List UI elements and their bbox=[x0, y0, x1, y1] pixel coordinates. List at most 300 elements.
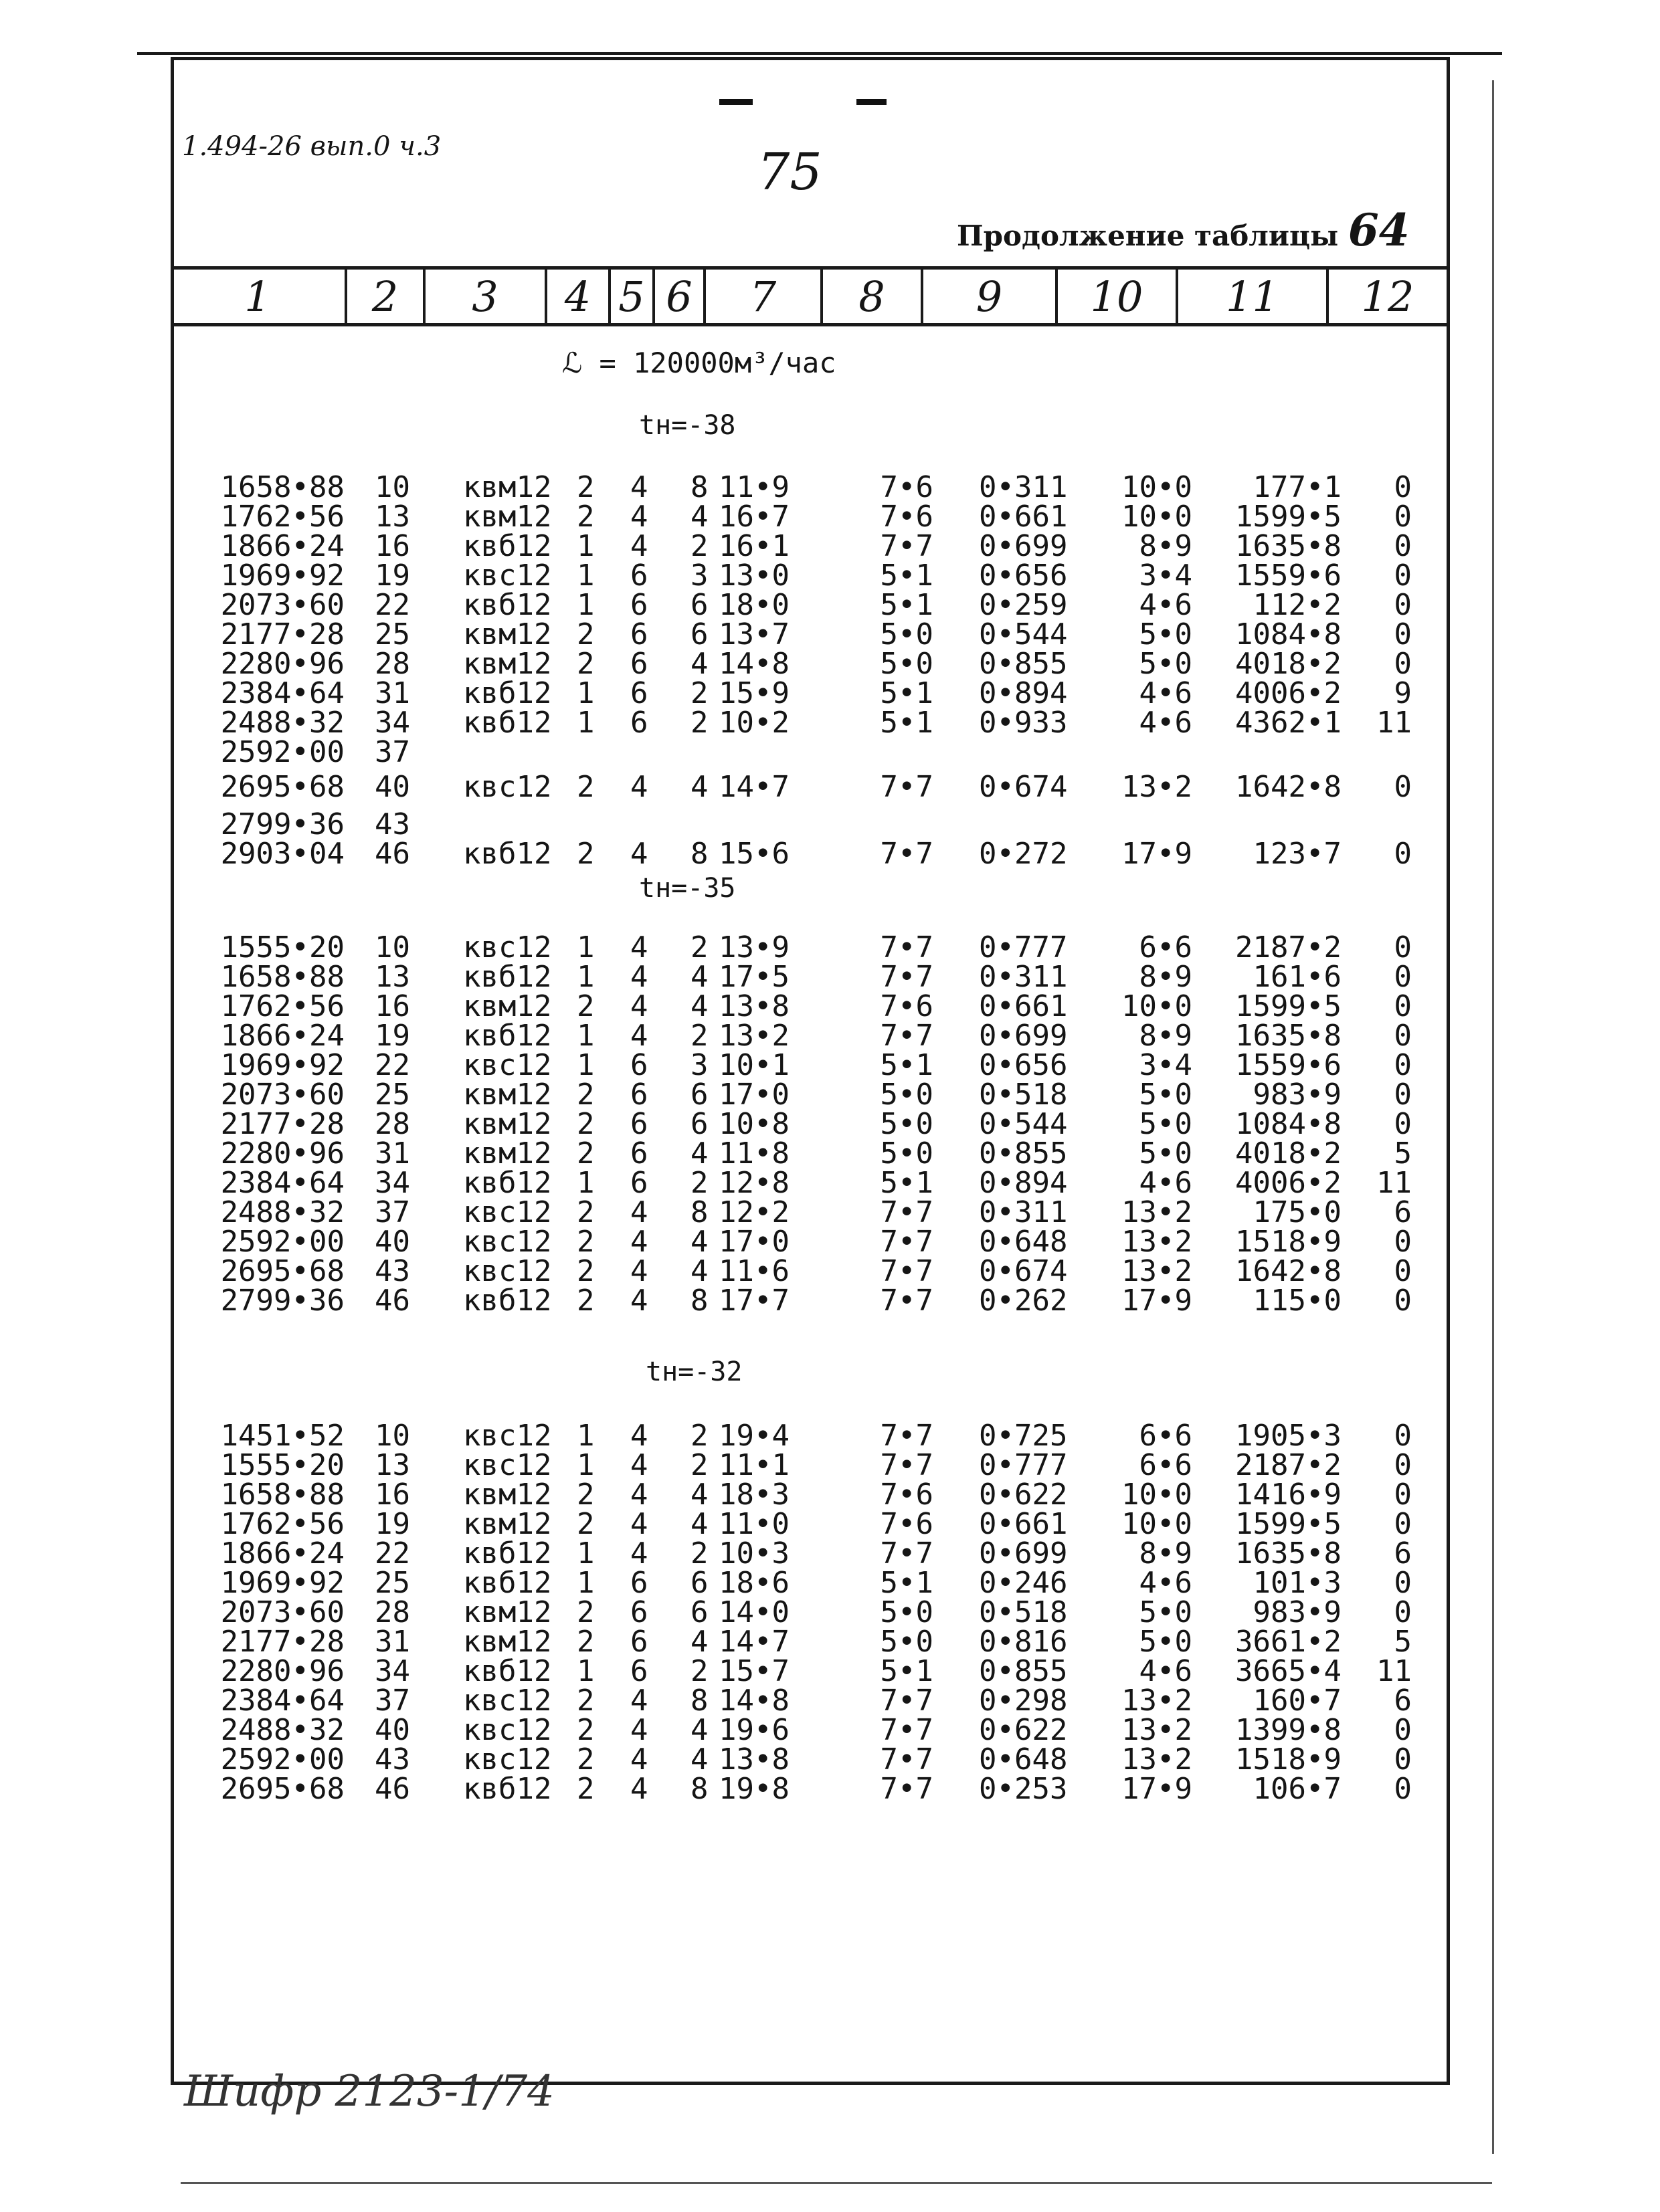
col7-cell: 13•9 bbox=[719, 930, 790, 965]
col10-cell: 5•0 bbox=[1139, 1107, 1192, 1141]
col6-cell: 6 bbox=[690, 1078, 709, 1112]
col7-cell: 13•7 bbox=[719, 617, 790, 651]
number-cell: 31 bbox=[375, 1625, 410, 1659]
col8-cell: 5•0 bbox=[880, 617, 933, 651]
col8-cell: 7•7 bbox=[880, 1284, 933, 1318]
column-header: 5 bbox=[608, 270, 652, 323]
col6-cell: 4 bbox=[690, 1136, 709, 1171]
col7-cell: 18•0 bbox=[719, 588, 790, 622]
table-row bbox=[0, 1227, 1660, 1257]
flow-cell: 2384•64 bbox=[220, 1684, 345, 1718]
col8-cell: 5•0 bbox=[880, 1107, 933, 1141]
col6-cell: 2 bbox=[690, 1654, 709, 1688]
col10-cell: 10•0 bbox=[1121, 1507, 1192, 1541]
count-cell: 2 bbox=[577, 1195, 595, 1229]
type-cell: квм12 bbox=[463, 1078, 552, 1112]
number-cell: 46 bbox=[375, 837, 410, 871]
count-cell: 1 bbox=[577, 960, 595, 994]
count-cell: 1 bbox=[577, 1566, 595, 1600]
col8-cell: 7•7 bbox=[880, 1536, 933, 1571]
count-cell: 1 bbox=[577, 559, 595, 593]
count-cell: 2 bbox=[577, 1136, 595, 1171]
number-cell: 19 bbox=[375, 1019, 410, 1053]
col8-cell: 7•7 bbox=[880, 1448, 933, 1482]
count-cell: 2 bbox=[577, 770, 595, 804]
table-row bbox=[0, 1713, 1660, 1747]
col12-cell: 0 bbox=[1394, 960, 1412, 994]
col7-cell: 13•8 bbox=[719, 1742, 790, 1777]
col5-cell: 6 bbox=[630, 676, 648, 710]
col11-cell: 106•7 bbox=[1253, 1772, 1342, 1806]
col6-cell: 6 bbox=[690, 1595, 709, 1629]
col11-cell: 4006•2 bbox=[1235, 1166, 1342, 1200]
flow-cell: 1866•24 bbox=[220, 1536, 345, 1571]
col6-cell: 2 bbox=[690, 930, 709, 965]
col9-cell: 0•777 bbox=[979, 1448, 1068, 1482]
table-row bbox=[0, 1772, 1660, 1806]
col5-cell: 6 bbox=[630, 1078, 648, 1112]
col10-cell: 13•2 bbox=[1121, 1684, 1192, 1718]
col7-cell: 16•7 bbox=[719, 500, 790, 534]
type-cell: квм12 bbox=[463, 1107, 552, 1141]
col5-cell: 4 bbox=[630, 930, 648, 965]
col10-cell: 4•6 bbox=[1139, 676, 1192, 710]
col9-cell: 0•262 bbox=[979, 1284, 1068, 1318]
col7-cell: 10•3 bbox=[719, 1536, 790, 1571]
col8-cell: 7•7 bbox=[880, 1225, 933, 1259]
col10-cell: 4•6 bbox=[1139, 1566, 1192, 1600]
number-cell: 13 bbox=[375, 960, 410, 994]
col12-cell: 6 bbox=[1394, 1684, 1412, 1718]
col12-cell: 0 bbox=[1394, 1225, 1412, 1259]
type-cell: квм12 bbox=[463, 1595, 552, 1629]
type-cell: квб12 bbox=[463, 1566, 552, 1600]
col8-cell: 7•7 bbox=[880, 529, 933, 563]
col5-cell: 4 bbox=[630, 1448, 648, 1482]
col10-cell: 8•9 bbox=[1139, 1019, 1192, 1053]
flow-cell: 1658•88 bbox=[220, 960, 345, 994]
col8-cell: 5•1 bbox=[880, 1166, 933, 1200]
col11-cell: 177•1 bbox=[1253, 470, 1342, 504]
flow-cell: 2799•36 bbox=[220, 807, 345, 841]
flow-cell: 2488•32 bbox=[220, 1713, 345, 1747]
type-cell: квм12 bbox=[463, 1136, 552, 1171]
col8-cell: 7•7 bbox=[880, 1254, 933, 1288]
count-cell: 2 bbox=[577, 1284, 595, 1318]
col12-cell: 0 bbox=[1394, 1713, 1412, 1747]
flow-cell: 1866•24 bbox=[220, 529, 345, 563]
col10-cell: 8•9 bbox=[1139, 960, 1192, 994]
col11-cell: 1416•9 bbox=[1235, 1478, 1342, 1512]
number-cell: 28 bbox=[375, 1595, 410, 1629]
col11-cell: 160•7 bbox=[1253, 1684, 1342, 1718]
col12-cell: 0 bbox=[1394, 837, 1412, 871]
col7-cell: 15•9 bbox=[719, 676, 790, 710]
col8-cell: 5•0 bbox=[880, 1136, 933, 1171]
col7-cell: 18•6 bbox=[719, 1566, 790, 1600]
col12-cell: 0 bbox=[1394, 588, 1412, 622]
col7-cell: 17•5 bbox=[719, 960, 790, 994]
col9-cell: 0•855 bbox=[979, 647, 1068, 681]
col8-cell: 7•6 bbox=[880, 1478, 933, 1512]
count-cell: 1 bbox=[577, 1654, 595, 1688]
col7-cell: 11•1 bbox=[719, 1448, 790, 1482]
table-row bbox=[0, 588, 1660, 622]
col6-cell: 4 bbox=[690, 1478, 709, 1512]
flow-cell: 1762•56 bbox=[220, 1507, 345, 1541]
col6-cell: 2 bbox=[690, 1448, 709, 1482]
type-cell: квб12 bbox=[463, 1166, 552, 1200]
col9-cell: 0•622 bbox=[979, 1478, 1068, 1512]
col11-cell: 1518•9 bbox=[1235, 1225, 1342, 1259]
number-cell: 22 bbox=[375, 588, 410, 622]
col6-cell: 2 bbox=[690, 1536, 709, 1571]
col9-cell: 0•518 bbox=[979, 1595, 1068, 1629]
table-row bbox=[0, 807, 1660, 841]
table-row bbox=[0, 649, 1660, 679]
scan-edge-line bbox=[181, 2182, 1492, 2184]
col9-cell: 0•661 bbox=[979, 1507, 1068, 1541]
count-cell: 1 bbox=[577, 1419, 595, 1453]
number-cell: 19 bbox=[375, 559, 410, 593]
table-row bbox=[0, 1536, 1660, 1571]
page-number: 75 bbox=[757, 142, 822, 201]
count-cell: 2 bbox=[577, 1107, 595, 1141]
col11-cell: 1599•5 bbox=[1235, 1507, 1342, 1541]
col6-cell: 2 bbox=[690, 1019, 709, 1053]
col5-cell: 6 bbox=[630, 588, 648, 622]
count-cell: 2 bbox=[577, 1713, 595, 1747]
header-dash bbox=[719, 99, 753, 105]
col12-cell: 0 bbox=[1394, 500, 1412, 534]
col5-cell: 6 bbox=[630, 1654, 648, 1688]
number-cell: 19 bbox=[375, 1507, 410, 1541]
col9-cell: 0•894 bbox=[979, 1166, 1068, 1200]
flow-cell: 2488•32 bbox=[220, 1195, 345, 1229]
col12-cell: 0 bbox=[1394, 1254, 1412, 1288]
col11-cell: 1084•8 bbox=[1235, 1107, 1342, 1141]
col5-cell: 4 bbox=[630, 1772, 648, 1806]
col8-cell: 5•0 bbox=[880, 1625, 933, 1659]
type-cell: квм12 bbox=[463, 1478, 552, 1512]
table-row bbox=[0, 770, 1660, 804]
col6-cell: 4 bbox=[690, 1625, 709, 1659]
col8-cell: 5•1 bbox=[880, 1566, 933, 1600]
col12-cell: 0 bbox=[1394, 1419, 1412, 1453]
table-row bbox=[0, 1080, 1660, 1110]
col10-cell: 10•0 bbox=[1121, 989, 1192, 1023]
col9-cell: 0•544 bbox=[979, 617, 1068, 651]
col9-cell: 0•311 bbox=[979, 470, 1068, 504]
column-header: 12 bbox=[1326, 270, 1447, 323]
col8-cell: 5•0 bbox=[880, 1595, 933, 1629]
col11-cell: 112•2 bbox=[1253, 588, 1342, 622]
col5-cell: 6 bbox=[630, 1048, 648, 1082]
col11-cell: 3661•2 bbox=[1235, 1625, 1342, 1659]
col7-cell: 16•1 bbox=[719, 529, 790, 563]
col7-cell: 10•1 bbox=[719, 1048, 790, 1082]
col8-cell: 7•7 bbox=[880, 1713, 933, 1747]
table-row bbox=[0, 735, 1660, 769]
col10-cell: 13•2 bbox=[1121, 1742, 1192, 1777]
count-cell: 1 bbox=[577, 529, 595, 563]
type-cell: квс12 bbox=[463, 559, 552, 593]
col6-cell: 4 bbox=[690, 1225, 709, 1259]
col6-cell: 8 bbox=[690, 1284, 709, 1318]
col7-cell: 14•7 bbox=[719, 1625, 790, 1659]
col7-cell: 11•0 bbox=[719, 1507, 790, 1541]
type-cell: квб12 bbox=[463, 1772, 552, 1806]
col10-cell: 4•6 bbox=[1139, 1654, 1192, 1688]
table-row bbox=[0, 960, 1660, 994]
col5-cell: 4 bbox=[630, 1284, 648, 1318]
table-row bbox=[0, 1654, 1660, 1688]
col6-cell: 4 bbox=[690, 989, 709, 1023]
number-cell: 10 bbox=[375, 930, 410, 965]
column-header: 8 bbox=[820, 270, 921, 323]
col11-cell: 1084•8 bbox=[1235, 617, 1342, 651]
count-cell: 2 bbox=[577, 1742, 595, 1777]
col8-cell: 5•1 bbox=[880, 588, 933, 622]
col10-cell: 6•6 bbox=[1139, 930, 1192, 965]
col11-cell: 161•6 bbox=[1253, 960, 1342, 994]
col9-cell: 0•648 bbox=[979, 1225, 1068, 1259]
col6-cell: 6 bbox=[690, 617, 709, 651]
col7-cell: 14•0 bbox=[719, 1595, 790, 1629]
type-cell: квм12 bbox=[463, 1507, 552, 1541]
type-cell: квс12 bbox=[463, 1419, 552, 1453]
type-cell: квс12 bbox=[463, 1048, 552, 1082]
flow-rate-label: ℒ = 120000м³/час bbox=[562, 346, 836, 379]
flow-cell: 1969•92 bbox=[220, 1048, 345, 1082]
table-row bbox=[0, 1107, 1660, 1141]
col10-cell: 13•2 bbox=[1121, 1195, 1192, 1229]
table-number: 64 bbox=[1348, 204, 1410, 256]
flow-cell: 2280•96 bbox=[220, 1654, 345, 1688]
col8-cell: 7•6 bbox=[880, 500, 933, 534]
col11-cell: 4018•2 bbox=[1235, 647, 1342, 681]
col9-cell: 0•656 bbox=[979, 1048, 1068, 1082]
col11-cell: 1559•6 bbox=[1235, 559, 1342, 593]
col7-cell: 15•6 bbox=[719, 837, 790, 871]
type-cell: квб12 bbox=[463, 1536, 552, 1571]
col12-cell: 11 bbox=[1376, 1654, 1412, 1688]
type-cell: квб12 bbox=[463, 1284, 552, 1318]
col6-cell: 2 bbox=[690, 676, 709, 710]
col6-cell: 4 bbox=[690, 500, 709, 534]
number-cell: 40 bbox=[375, 1713, 410, 1747]
type-cell: квб12 bbox=[463, 837, 552, 871]
number-cell: 22 bbox=[375, 1048, 410, 1082]
count-cell: 1 bbox=[577, 588, 595, 622]
col5-cell: 4 bbox=[630, 529, 648, 563]
table-row bbox=[0, 470, 1660, 504]
flow-cell: 1762•56 bbox=[220, 989, 345, 1023]
col9-cell: 0•272 bbox=[979, 837, 1068, 871]
type-cell: квб12 bbox=[463, 588, 552, 622]
col11-cell: 1635•8 bbox=[1235, 529, 1342, 563]
col7-cell: 19•6 bbox=[719, 1713, 790, 1747]
flow-cell: 2073•60 bbox=[220, 1595, 345, 1629]
table-row bbox=[0, 1254, 1660, 1288]
col8-cell: 7•7 bbox=[880, 960, 933, 994]
flow-cell: 1451•52 bbox=[220, 1419, 345, 1453]
col11-cell: 115•0 bbox=[1253, 1284, 1342, 1318]
col8-cell: 7•7 bbox=[880, 1742, 933, 1777]
col11-cell: 123•7 bbox=[1253, 837, 1342, 871]
count-cell: 2 bbox=[577, 470, 595, 504]
type-cell: квм12 bbox=[463, 1625, 552, 1659]
number-cell: 43 bbox=[375, 1254, 410, 1288]
table-row bbox=[0, 1742, 1660, 1777]
col7-cell: 13•8 bbox=[719, 989, 790, 1023]
col5-cell: 4 bbox=[630, 1225, 648, 1259]
flow-cell: 2280•96 bbox=[220, 647, 345, 681]
col10-cell: 13•2 bbox=[1121, 1713, 1192, 1747]
col5-cell: 4 bbox=[630, 500, 648, 534]
col7-cell: 10•2 bbox=[719, 706, 790, 740]
col5-cell: 4 bbox=[630, 1419, 648, 1453]
number-cell: 13 bbox=[375, 1448, 410, 1482]
col7-cell: 11•6 bbox=[719, 1254, 790, 1288]
count-cell: 2 bbox=[577, 617, 595, 651]
col5-cell: 6 bbox=[630, 1625, 648, 1659]
count-cell: 2 bbox=[577, 1078, 595, 1112]
col10-cell: 4•6 bbox=[1139, 1166, 1192, 1200]
col11-cell: 1599•5 bbox=[1235, 989, 1342, 1023]
flow-cell: 1969•92 bbox=[220, 1566, 345, 1600]
section-label: tн=-38 bbox=[639, 410, 736, 441]
col10-cell: 17•9 bbox=[1121, 837, 1192, 871]
type-cell: квб12 bbox=[463, 1019, 552, 1053]
col12-cell: 0 bbox=[1394, 1284, 1412, 1318]
number-cell: 28 bbox=[375, 647, 410, 681]
col12-cell: 0 bbox=[1394, 470, 1412, 504]
document-code: 1.494-26 вып.0 ч.3 bbox=[182, 131, 442, 162]
col11-cell: 2187•2 bbox=[1235, 930, 1342, 965]
column-header: 6 bbox=[652, 270, 703, 323]
col9-cell: 0•816 bbox=[979, 1625, 1068, 1659]
col6-cell: 4 bbox=[690, 1742, 709, 1777]
col12-cell: 0 bbox=[1394, 930, 1412, 965]
col8-cell: 7•7 bbox=[880, 1419, 933, 1453]
top-border-line bbox=[137, 52, 1502, 55]
count-cell: 1 bbox=[577, 706, 595, 740]
col10-cell: 5•0 bbox=[1139, 1625, 1192, 1659]
flow-cell: 2903•04 bbox=[220, 837, 345, 871]
col11-cell: 983•9 bbox=[1253, 1595, 1342, 1629]
type-cell: квс12 bbox=[463, 770, 552, 804]
col6-cell: 8 bbox=[690, 1684, 709, 1718]
cipher-code: Шифр 2123-1/74 bbox=[184, 2067, 555, 2116]
type-cell: квс12 bbox=[463, 1742, 552, 1777]
number-cell: 34 bbox=[375, 1654, 410, 1688]
col12-cell: 5 bbox=[1394, 1625, 1412, 1659]
count-cell: 2 bbox=[577, 1254, 595, 1288]
number-cell: 46 bbox=[375, 1772, 410, 1806]
col9-cell: 0•544 bbox=[979, 1107, 1068, 1141]
flow-cell: 2073•60 bbox=[220, 1078, 345, 1112]
col5-cell: 4 bbox=[630, 1713, 648, 1747]
col12-cell: 0 bbox=[1394, 1478, 1412, 1512]
col6-cell: 8 bbox=[690, 837, 709, 871]
table-row bbox=[0, 1166, 1660, 1200]
col7-cell: 11•8 bbox=[719, 1136, 790, 1171]
number-cell: 43 bbox=[375, 1742, 410, 1777]
type-cell: квб12 bbox=[463, 1654, 552, 1688]
col12-cell: 0 bbox=[1394, 1448, 1412, 1482]
count-cell: 2 bbox=[577, 1507, 595, 1541]
col12-cell: 6 bbox=[1394, 1536, 1412, 1571]
type-cell: квс12 bbox=[463, 1225, 552, 1259]
col9-cell: 0•777 bbox=[979, 930, 1068, 965]
column-header: 2 bbox=[345, 270, 423, 323]
col7-cell: 19•8 bbox=[719, 1772, 790, 1806]
type-cell: квс12 bbox=[463, 930, 552, 965]
number-cell: 37 bbox=[375, 1684, 410, 1718]
col10-cell: 5•0 bbox=[1139, 1595, 1192, 1629]
flow-cell: 2073•60 bbox=[220, 588, 345, 622]
type-cell: квм12 bbox=[463, 647, 552, 681]
number-cell: 31 bbox=[375, 1136, 410, 1171]
table-row bbox=[0, 529, 1660, 563]
col5-cell: 6 bbox=[630, 706, 648, 740]
col8-cell: 5•1 bbox=[880, 1654, 933, 1688]
col6-cell: 2 bbox=[690, 529, 709, 563]
col9-cell: 0•674 bbox=[979, 1254, 1068, 1288]
number-cell: 25 bbox=[375, 1078, 410, 1112]
col9-cell: 0•933 bbox=[979, 706, 1068, 740]
flow-cell: 2384•64 bbox=[220, 676, 345, 710]
col11-cell: 175•0 bbox=[1253, 1195, 1342, 1229]
count-cell: 1 bbox=[577, 1166, 595, 1200]
col10-cell: 13•2 bbox=[1121, 1254, 1192, 1288]
col11-cell: 983•9 bbox=[1253, 1078, 1342, 1112]
continuation-text: Продолжение таблицы bbox=[957, 219, 1339, 252]
number-cell: 10 bbox=[375, 1419, 410, 1453]
flow-cell: 2695•68 bbox=[220, 1254, 345, 1288]
col8-cell: 7•6 bbox=[880, 470, 933, 504]
col12-cell: 11 bbox=[1376, 1166, 1412, 1200]
col10-cell: 13•2 bbox=[1121, 1225, 1192, 1259]
col7-cell: 19•4 bbox=[719, 1419, 790, 1453]
col9-cell: 0•518 bbox=[979, 1078, 1068, 1112]
col12-cell: 0 bbox=[1394, 1507, 1412, 1541]
col5-cell: 4 bbox=[630, 1478, 648, 1512]
table-row bbox=[0, 839, 1660, 869]
flow-cell: 1555•20 bbox=[220, 930, 345, 965]
table-row bbox=[0, 1286, 1660, 1316]
col5-cell: 6 bbox=[630, 1166, 648, 1200]
col12-cell: 6 bbox=[1394, 1195, 1412, 1229]
flow-cell: 2592•00 bbox=[220, 735, 345, 769]
col5-cell: 6 bbox=[630, 1107, 648, 1141]
col11-cell: 2187•2 bbox=[1235, 1448, 1342, 1482]
type-cell: квс12 bbox=[463, 1195, 552, 1229]
col6-cell: 3 bbox=[690, 1048, 709, 1082]
col12-cell: 0 bbox=[1394, 1048, 1412, 1082]
flow-cell: 2592•00 bbox=[220, 1225, 345, 1259]
count-cell: 2 bbox=[577, 1595, 595, 1629]
col7-cell: 17•0 bbox=[719, 1078, 790, 1112]
count-cell: 1 bbox=[577, 1536, 595, 1571]
col12-cell: 0 bbox=[1394, 1595, 1412, 1629]
col9-cell: 0•311 bbox=[979, 1195, 1068, 1229]
col7-cell: 14•7 bbox=[719, 770, 790, 804]
table-row bbox=[0, 989, 1660, 1023]
col10-cell: 5•0 bbox=[1139, 647, 1192, 681]
col9-cell: 0•246 bbox=[979, 1566, 1068, 1600]
